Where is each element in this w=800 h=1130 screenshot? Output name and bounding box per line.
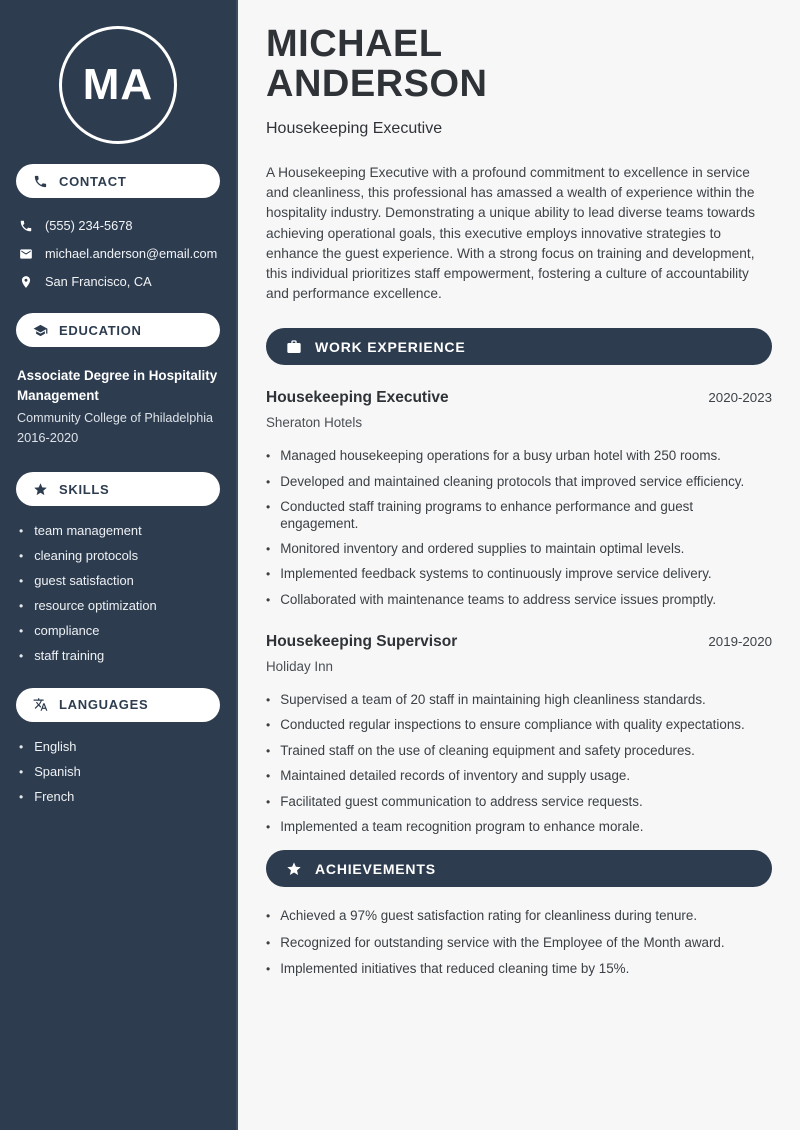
person-name-line2: ANDERSON: [266, 63, 488, 105]
education-section-title: EDUCATION: [59, 322, 142, 338]
bullet-dot: •: [19, 599, 24, 613]
skills-section-title: SKILLS: [59, 481, 110, 497]
job-header: [266, 633, 772, 651]
job-bullets: [266, 691, 772, 837]
job-entry: [266, 633, 772, 837]
job-bullet-text: Managed housekeeping operations for a busy urban hotel with 250 rooms.: [280, 448, 721, 464]
bullet-dot: •: [266, 474, 271, 489]
job-bullet: [266, 498, 772, 532]
skill-item: [19, 599, 220, 614]
phone-number: (555) 234-5678: [45, 218, 133, 233]
language-item: [19, 765, 220, 780]
job-bullet-text: Conducted staff training programs to enhance performance and guest engagement.: [280, 499, 694, 532]
job-bullet: [266, 591, 772, 609]
job-dates: 2019-2020: [708, 633, 772, 649]
job-bullet-text: Trained staff on the use of cleaning equipment and safety procedures.: [280, 742, 695, 758]
skill-item: [19, 549, 220, 564]
bullet-dot: •: [266, 449, 271, 464]
job-company: Holiday Inn: [266, 658, 333, 674]
achievements-section-title: ACHIEVEMENTS: [315, 860, 436, 877]
bullet-dot: •: [19, 524, 24, 538]
sidebar: [0, 0, 238, 1130]
person-job-title: Housekeeping Executive: [266, 120, 443, 137]
job-entry: [266, 389, 772, 609]
job-bullet: [266, 793, 772, 811]
translate-icon: [33, 697, 48, 712]
contact-location-row: [16, 274, 220, 289]
bullet-dot: •: [266, 769, 271, 784]
person-name: [266, 24, 772, 104]
language-item: [19, 740, 220, 755]
skill-item: [19, 574, 220, 589]
contact-section-header: [16, 164, 220, 198]
skill-item: [19, 524, 220, 539]
skill-label: guest satisfaction: [34, 573, 134, 588]
job-bullet-text: Conducted regular inspections to ensure compliance with quality expectations.: [280, 717, 745, 733]
job-bullet: [266, 742, 772, 760]
job-bullet-text: Supervised a team of 20 staff in maintaining high cleanliness standards.: [280, 691, 706, 707]
work-experience-section-header: [266, 328, 772, 365]
achievements-list: [266, 907, 772, 978]
star-icon: [286, 861, 302, 877]
languages-list: [16, 740, 220, 805]
job-title: Housekeeping Executive: [266, 389, 449, 407]
jobs-list: [266, 389, 772, 836]
person-name-line1: MICHAEL: [266, 23, 443, 65]
achievements-section-header: [266, 850, 772, 887]
job-bullet: [266, 767, 772, 785]
language-label: English: [34, 738, 77, 754]
languages-section-header: [16, 688, 220, 722]
avatar-initials: MA: [82, 60, 154, 109]
achievement-bullet: [266, 934, 772, 952]
achievement-bullet: [266, 907, 772, 925]
graduation-cap-icon: [33, 323, 48, 338]
job-bullet-text: Developed and maintained cleaning protocols that improved service efficiency.: [280, 473, 745, 489]
bullet-dot: •: [266, 794, 271, 809]
bullet-dot: •: [266, 935, 271, 950]
job-bullets: [266, 447, 772, 609]
bullet-dot: •: [19, 764, 24, 779]
education-section-header: [16, 313, 220, 347]
bullet-dot: •: [266, 567, 271, 582]
bullet-dot: •: [266, 909, 271, 924]
job-bullet: [266, 691, 772, 709]
job-bullet-text: Implemented feedback systems to continuously improve service delivery.: [280, 566, 712, 582]
languages-section: [16, 688, 220, 805]
bullet-dot: •: [266, 592, 271, 607]
job-company: Sheraton Hotels: [266, 415, 363, 431]
achievement-text: Implemented initiatives that reduced cleaning time by 15%.: [280, 961, 630, 977]
location-text: San Francisco, CA: [45, 274, 152, 289]
bullet-dot: •: [266, 820, 271, 835]
bullet-dot: •: [19, 649, 24, 663]
email-icon: [19, 247, 33, 261]
bullet-dot: •: [266, 500, 271, 515]
briefcase-icon: [286, 339, 302, 355]
location-pin-icon: [19, 275, 33, 289]
education-degree: Associate Degree in Hospitality Management: [17, 368, 218, 403]
skill-label: cleaning protocols: [34, 548, 139, 563]
bullet-dot: •: [266, 692, 271, 707]
education-section: [16, 313, 220, 448]
bullet-dot: •: [266, 962, 271, 977]
job-bullet: [266, 540, 772, 558]
job-dates: 2020-2023: [708, 390, 772, 406]
bullet-dot: •: [19, 624, 24, 638]
language-item: [19, 790, 220, 805]
achievement-text: Recognized for outstanding service with the Employee of the Month award.: [280, 934, 725, 950]
bullet-dot: •: [266, 541, 271, 556]
email-address: michael.anderson@email.com: [45, 246, 218, 261]
contact-rows: [16, 218, 220, 289]
skill-label: compliance: [34, 623, 100, 638]
skill-item: [19, 624, 220, 639]
education-school: Community College of Philadelphia: [17, 411, 214, 425]
achievement-text: Achieved a 97% guest satisfaction rating for cleanliness during tenure.: [280, 908, 698, 924]
education-entry: [16, 366, 220, 448]
language-label: Spanish: [34, 763, 81, 779]
languages-section-title: LANGUAGES: [59, 697, 149, 712]
star-icon: [33, 482, 48, 497]
phone-icon: [33, 174, 48, 189]
bullet-dot: •: [19, 549, 24, 563]
bullet-dot: •: [266, 743, 271, 758]
job-bullet: [266, 565, 772, 583]
job-header: [266, 389, 772, 407]
professional-summary: A Housekeeping Executive with a profound commitment to excellence in service and cleanliness, this professional has amassed a wealth of experience within the hospitality industry. Demonstrating a unique ability to lead diverse teams towards achieving operational goals, this executive employs innovative strategies to enhance the guest experience. With a strong focus on training and development, this individual prioritizes staff empowerment, fostering a culture of accountability and performance excellence.: [266, 165, 755, 302]
language-label: French: [34, 788, 75, 804]
main-content: [238, 0, 800, 1130]
skill-label: team management: [34, 523, 142, 538]
skills-list: [16, 524, 220, 664]
job-bullet: [266, 818, 772, 836]
skill-item: [19, 649, 220, 664]
contact-phone-row: [16, 218, 220, 233]
job-bullet-text: Monitored inventory and ordered supplies to maintain optimal levels.: [280, 540, 685, 556]
job-bullet-text: Facilitated guest communication to address service requests.: [280, 793, 643, 809]
bullet-dot: •: [19, 739, 24, 754]
achievement-bullet: [266, 960, 772, 978]
skill-label: resource optimization: [34, 598, 157, 613]
job-bullet: [266, 716, 772, 734]
job-title: Housekeeping Supervisor: [266, 632, 458, 650]
job-bullet: [266, 473, 772, 491]
job-bullet-text: Collaborated with maintenance teams to address service issues promptly.: [280, 591, 717, 607]
contact-email-row: [16, 246, 220, 261]
bullet-dot: •: [19, 574, 24, 588]
education-years: 2016-2020: [17, 430, 79, 445]
skills-section: [16, 472, 220, 664]
work-experience-section-title: WORK EXPERIENCE: [315, 338, 466, 355]
bullet-dot: •: [266, 718, 271, 733]
job-bullet-text: Implemented a team recognition program to enhance morale.: [280, 819, 644, 835]
contact-section-title: CONTACT: [59, 173, 127, 189]
skills-section-header: [16, 472, 220, 506]
phone-icon: [19, 219, 33, 233]
job-bullet-text: Maintained detailed records of inventory and supply usage.: [280, 768, 631, 784]
avatar: [59, 26, 177, 144]
job-bullet: [266, 447, 772, 465]
bullet-dot: •: [19, 789, 24, 804]
skill-label: staff training: [34, 648, 105, 663]
